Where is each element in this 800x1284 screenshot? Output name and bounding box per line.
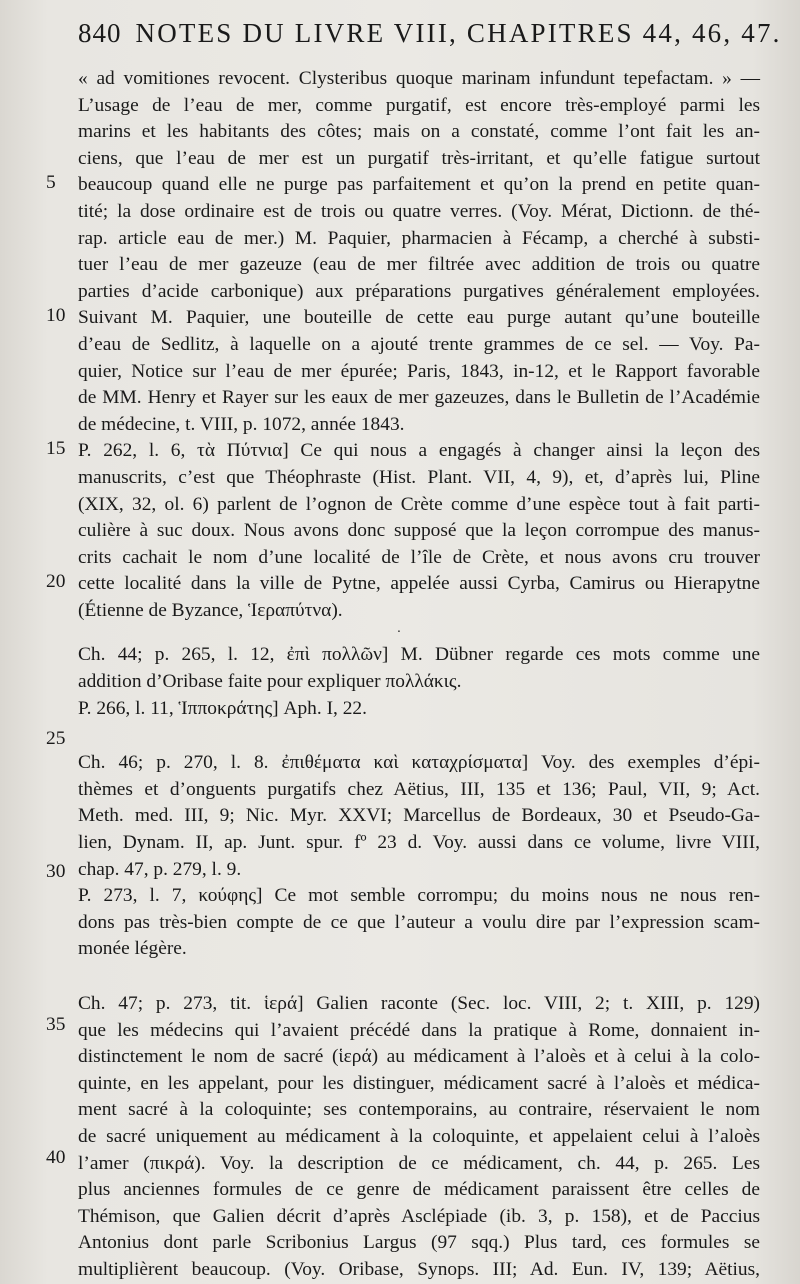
text-line: culière à suc doux. Nous avons donc supposé que la leçon corrompue des manus- [78,520,760,542]
text-line: ciens, que l’eau de mer est un purgatif très-irritant, et qu’elle fatigue surtout [78,147,760,169]
text-line: crits cachait le nom d’une localité de l’île de Crète, et nous avons cru trouver [78,546,760,568]
text-line: monée légère. [78,938,187,960]
text-line: ment sacré à la coloquinte; ses contemporains, au contraire, réservaient le nom [78,1099,760,1121]
note-paragraph [78,750,760,963]
line-number: 15 [46,438,66,459]
text-line: manuscrits, c’est que Théophraste (Hist. Plant. VII, 4, 9), et, d’après lui, Pline [78,466,760,488]
running-title: NOTES DU LIVRE VIII, CHAPITRES 44, 46, 47. [135,18,782,48]
text-line: rap. article eau de mer.) M. Paquier, pharmacien à Fécamp, a cherché à substi- [78,227,760,249]
section-gap [78,722,760,750]
line-number: 10 [46,305,66,326]
text-line: chap. 47, p. 279, l. 9. [78,858,242,880]
text-line: tuer l’eau de mer gazeuze (eau de mer filtrée avec addition de trois ou quatre [78,254,760,276]
text-line: « ad vomitiones revocent. Clysteribus quoque marinam infundunt tepefactam. » — [78,68,760,89]
text-line: Thémison, que Galien décrit d’après Asclépiade (ib. 3, p. 158), et de Paccius [78,1205,760,1227]
text-line: Ch. 46; p. 270, l. 8. ἐπιθέματα καὶ καταχρίσματα] Voy. des exemples d’épi- [78,752,760,774]
line-number: 30 [46,861,66,882]
line-number: 25 [46,728,66,749]
text-line: que les médecins qui l’avaient précédé dans la pratique à Rome, donnaient in- [78,1019,760,1041]
text-line: distinctement le nom de sacré (ἱερά) au médicament à l’aloès et à celui à la colo- [78,1046,760,1068]
text-line: addition d’Oribase faite pour expliquer πολλάκις. [78,671,462,693]
text-line: marins et les habitants des côtes; mais on a constaté, comme l’ont fait les an- [78,121,760,143]
line-number: 35 [46,1014,66,1035]
text-line: tité; la dose ordinaire est de trois ou quatre verres. (Voy. Mérat, Dictionn. de thé- [78,200,760,222]
text-line: cette localité dans la ville de Pytne, appelée aussi Cyrba, Camirus ou Hierapytne [78,573,760,595]
text-line: P. 262, l. 6, τὰ Πύτνια] Ce qui nous a engagés à changer ainsi la leçon des [78,440,760,462]
page-number: 840 [78,18,122,48]
text-line: quier, Notice sur l’eau de mer épurée; Paris, 1843, in-12, et le Rapport favorable [78,360,760,382]
section-gap [78,963,760,991]
text-line: beaucoup quand elle ne purge pas parfaitement et qu’on la prend en petite quan- [78,174,760,196]
text-line: quinte, en les appelant, pour les distinguer, médicament sacré à l’aloès et médica- [78,1072,760,1094]
text-line: Antonius dont parle Scribonius Largus (97 sqq.) Plus tard, ces formules se [78,1232,760,1254]
text-line: de médecine, t. VIII, p. 1072, année 1843. [78,413,405,435]
page-header [78,18,782,60]
text-line: P. 273, l. 7, κούφης] Ce mot semble corrompu; du moins nous ne nous ren- [78,885,760,907]
text-line: plus anciennes formules de ce genre de médicament paraissent être celles de [78,1179,760,1201]
text-line: multiplièrent beaucoup. (Voy. Oribase, Synops. III; Ad. Eun. IV, 139; Aëtius, [78,1258,760,1280]
section-divider-mark: · [396,625,402,641]
note-paragraph [78,642,760,722]
note-paragraph [78,438,760,624]
text-line: d’eau de Sedlitz, à laquelle on a ajouté trente grammes de ce sel. — Voy. Pa- [78,333,760,355]
text-line: P. 266, l. 11, Ἱπποκράτης] Aph. I, 22. [78,697,367,719]
text-line: de MM. Henry et Rayer sur les eaux de mer gazeuzes, dans le Bulletin de l’Académie [78,387,760,409]
note-paragraph [78,991,760,1284]
text-line: (XIX, 32, ol. 6) parlent de l’ognon de Crète comme d’une espèce tout à fait parti- [78,493,760,515]
text-line: Ch. 47; p. 273, tit. ἱερά] Galien raconte (Sec. loc. VIII, 2; t. XIII, p. 129) [78,993,760,1014]
notes-text [78,66,760,1284]
note-paragraph [78,66,760,438]
text-line: lien, Dynam. II, ap. Junt. spur. fº 23 d. Voy. aussi dans ce volume, livre VIII, [78,832,760,854]
text-line: (Étienne de Byzance, Ἱεραπύτνα). [78,599,343,621]
line-number: 20 [46,571,66,592]
text-line: Ch. 44; p. 265, l. 12, ἐπὶ πολλῶν] M. Dübner regarde ces mots comme une [78,644,760,666]
text-line: parties d’acide carbonique) aux préparations purgatives généralement employées. [78,280,760,302]
text-line: l’amer (πικρά). Voy. la description de ce médicament, ch. 44, p. 265. Les [78,1152,760,1174]
line-number: 40 [46,1147,66,1168]
text-line: thèmes et d’onguents purgatifs chez Aëtius, III, 135 et 136; Paul, VII, 9; Act. [78,778,760,800]
text-line: Suivant M. Paquier, une bouteille de cette eau purge autant qu’une bouteille [78,307,760,329]
text-line: L’usage de l’eau de mer, comme purgatif, est encore très-employé parmi les [78,94,760,116]
line-number: 5 [46,172,56,193]
text-line: Meth. med. III, 9; Nic. Myr. XXVI; Marcellus de Bordeaux, 30 et Pseudo-Ga- [78,805,760,827]
text-line: de sacré uniquement au médicament à la coloquinte, et appelaient celui à l’aloès [78,1125,760,1147]
text-line: dons pas très-bien compte de ce que l’auteur a voulu dire par l’expression scam- [78,911,760,933]
